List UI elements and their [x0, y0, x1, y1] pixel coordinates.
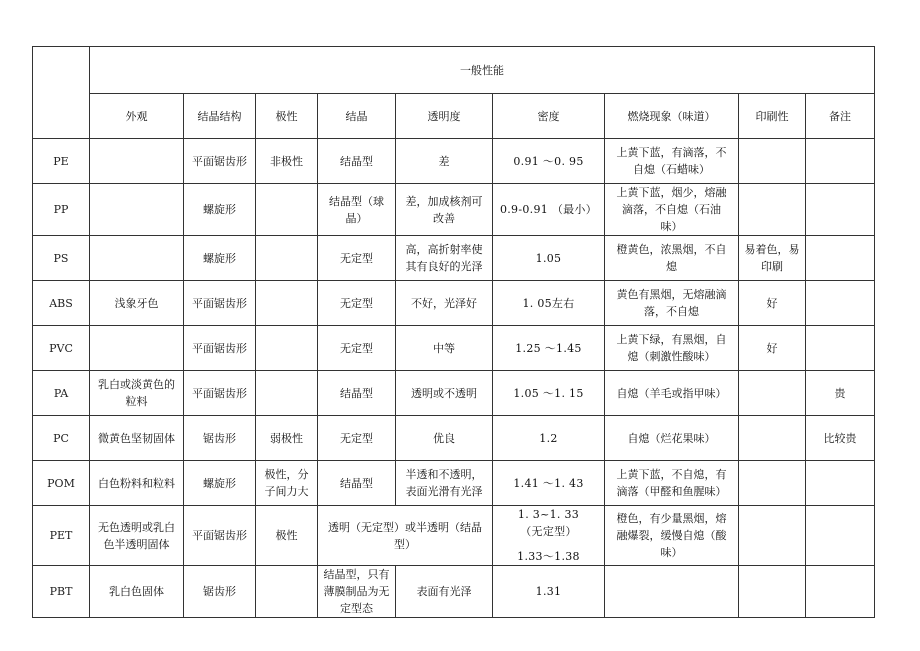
transparency-cell: 不好，光泽好 — [396, 281, 493, 326]
structure-cell: 螺旋形 — [184, 184, 256, 236]
density-cell: 1.41 ～1. 43 — [493, 461, 605, 506]
appearance-cell: 乳白色固体 — [90, 566, 184, 618]
header-structure: 结晶结构 — [184, 94, 256, 139]
appearance-cell — [90, 326, 184, 371]
density-cell: 0.9-0.91 （最小） — [493, 184, 605, 236]
material-cell: ABS — [33, 281, 90, 326]
material-cell: PBT — [33, 566, 90, 618]
density-cell: 1.31 — [493, 566, 605, 618]
remarks-cell — [806, 326, 875, 371]
crystal-transparency-cell: 透明（无定型）或半透明（结晶型） — [318, 506, 493, 566]
material-cell: PA — [33, 371, 90, 416]
printability-cell: 好 — [739, 326, 806, 371]
burning-cell — [605, 566, 739, 618]
polarity-cell — [256, 184, 318, 236]
structure-cell: 平面锯齿形 — [184, 506, 256, 566]
burning-text: 黄色有黑烟，无熔融滴落，不自熄 — [616, 288, 727, 318]
remarks-cell — [806, 566, 875, 618]
structure-cell: 平面锯齿形 — [184, 139, 256, 184]
appearance-cell: 微黄色坚韧固体 — [90, 416, 184, 461]
density-cell: 1.2 — [493, 416, 605, 461]
remarks-cell — [806, 461, 875, 506]
transparency-cell: 优良 — [396, 416, 493, 461]
crystal-cell: 结晶型 — [318, 139, 396, 184]
burning-cell — [605, 506, 739, 566]
crystal-cell: 无定型 — [318, 236, 396, 281]
burning-text: 上黄下绿，有黑烟，自熄（刺激性酸味） — [616, 333, 727, 363]
density-cell: 1.05 — [493, 236, 605, 281]
remarks-cell — [806, 139, 875, 184]
header-transparency: 透明度 — [396, 94, 493, 139]
polarity-cell: 非极性 — [256, 139, 318, 184]
density-line-c: 1.33～1.38 — [517, 550, 580, 563]
burning-cell — [605, 281, 739, 326]
header-row — [33, 94, 875, 139]
structure-cell: 平面锯齿形 — [184, 326, 256, 371]
header-crystal: 结晶 — [318, 94, 396, 139]
header-density: 密度 — [493, 94, 605, 139]
burning-text: 上黄下蓝，有滴落，不自熄（石蜡味） — [616, 146, 727, 176]
burning-text: 自熄（羊毛或指甲味） — [616, 386, 727, 400]
printability-cell — [739, 184, 806, 236]
material-cell: PC — [33, 416, 90, 461]
appearance-cell: 无色透明或乳白色半透明固体 — [90, 506, 184, 566]
crystal-cell: 结晶型（球晶） — [318, 184, 396, 236]
density-line-b: （无定型） — [520, 525, 577, 538]
material-cell: PP — [33, 184, 90, 236]
appearance-cell: 白色粉料和粒料 — [90, 461, 184, 506]
header-polarity: 极性 — [256, 94, 318, 139]
structure-cell: 平面锯齿形 — [184, 281, 256, 326]
structure-cell: 锯齿形 — [184, 416, 256, 461]
crystal-cell: 无定型 — [318, 281, 396, 326]
density-cell: 1.25 ～1.45 — [493, 326, 605, 371]
polarity-cell — [256, 281, 318, 326]
material-cell: PE — [33, 139, 90, 184]
polarity-cell: 极性 — [256, 506, 318, 566]
structure-cell: 螺旋形 — [184, 461, 256, 506]
table-row — [33, 236, 875, 281]
table-row — [33, 326, 875, 371]
structure-cell: 平面锯齿形 — [184, 371, 256, 416]
burning-cell — [605, 371, 739, 416]
polarity-cell: 极性，分子间力大 — [256, 461, 318, 506]
structure-cell: 锯齿形 — [184, 566, 256, 618]
printability-cell: 易着色，易印刷 — [739, 236, 806, 281]
burning-cell — [605, 236, 739, 281]
remarks-cell: 比较贵 — [806, 416, 875, 461]
burning-text: 自熄（烂花果味） — [627, 431, 716, 445]
burning-text: 橙色，有少量黑烟，熔融爆裂，缓慢自熄（酸味） — [616, 512, 727, 559]
density-line-a: 1. 3~1. 33 — [517, 508, 580, 521]
appearance-cell: 浅象牙色 — [90, 281, 184, 326]
printability-cell — [739, 371, 806, 416]
table-row — [33, 506, 875, 566]
crystal-cell: 结晶型 — [318, 461, 396, 506]
polarity-cell — [256, 371, 318, 416]
crystal-cell: 结晶型，只有薄膜制品为无定型态 — [318, 566, 396, 618]
material-cell: PS — [33, 236, 90, 281]
polarity-cell — [256, 326, 318, 371]
polarity-cell — [256, 236, 318, 281]
crystal-cell: 无定型 — [318, 326, 396, 371]
polarity-cell — [256, 566, 318, 618]
remarks-cell: 贵 — [806, 371, 875, 416]
header-remarks: 备注 — [806, 94, 875, 139]
burning-text: 上黄下蓝，烟少，熔融滴落，不自熄（石油味） — [616, 186, 727, 233]
table-row — [33, 281, 875, 326]
table-row — [33, 184, 875, 236]
printability-cell — [739, 506, 806, 566]
appearance-cell — [90, 184, 184, 236]
density-cell: 1. 05左右 — [493, 281, 605, 326]
printability-cell — [739, 416, 806, 461]
header-appearance: 外观 — [90, 94, 184, 139]
plastics-properties-table — [32, 46, 875, 618]
burning-cell — [605, 461, 739, 506]
structure-cell: 螺旋形 — [184, 236, 256, 281]
remarks-cell — [806, 236, 875, 281]
table-title: 一般性能 — [90, 47, 875, 94]
printability-cell — [739, 566, 806, 618]
burning-cell — [605, 139, 739, 184]
printability-cell: 好 — [739, 281, 806, 326]
polarity-cell: 弱极性 — [256, 416, 318, 461]
appearance-cell — [90, 139, 184, 184]
transparency-cell: 高，高折射率使其有良好的光泽 — [396, 236, 493, 281]
printability-cell — [739, 139, 806, 184]
burning-cell — [605, 184, 739, 236]
table-row — [33, 461, 875, 506]
transparency-cell: 差，加成核剂可改善 — [396, 184, 493, 236]
material-cell: PET — [33, 506, 90, 566]
header-burning: 燃烧现象（味道） — [605, 94, 739, 139]
transparency-cell: 表面有光泽 — [396, 566, 493, 618]
header-printability: 印刷性 — [739, 94, 806, 139]
table-row — [33, 139, 875, 184]
burning-text: 上黄下蓝，不自熄，有滴落（甲醛和鱼腥味） — [616, 468, 727, 498]
transparency-cell: 透明或不透明 — [396, 371, 493, 416]
corner-cell — [33, 47, 90, 139]
printability-cell — [739, 461, 806, 506]
transparency-cell: 中等 — [396, 326, 493, 371]
table-row — [33, 566, 875, 618]
crystal-cell: 无定型 — [318, 416, 396, 461]
table-row — [33, 416, 875, 461]
appearance-cell: 乳白或淡黄色的粒料 — [90, 371, 184, 416]
density-cell — [493, 506, 605, 566]
density-cell: 1.05 ～1. 15 — [493, 371, 605, 416]
burning-cell — [605, 326, 739, 371]
burning-text: 橙黄色，浓黑烟，不自熄 — [616, 243, 727, 273]
remarks-cell — [806, 184, 875, 236]
burning-cell — [605, 416, 739, 461]
remarks-cell — [806, 506, 875, 566]
appearance-cell — [90, 236, 184, 281]
material-cell: PVC — [33, 326, 90, 371]
remarks-cell — [806, 281, 875, 326]
table-row — [33, 371, 875, 416]
density-cell: 0.91 ～0. 95 — [493, 139, 605, 184]
transparency-cell: 半透和不透明，表面光滑有光泽 — [396, 461, 493, 506]
material-cell: POM — [33, 461, 90, 506]
transparency-cell: 差 — [396, 139, 493, 184]
crystal-cell: 结晶型 — [318, 371, 396, 416]
